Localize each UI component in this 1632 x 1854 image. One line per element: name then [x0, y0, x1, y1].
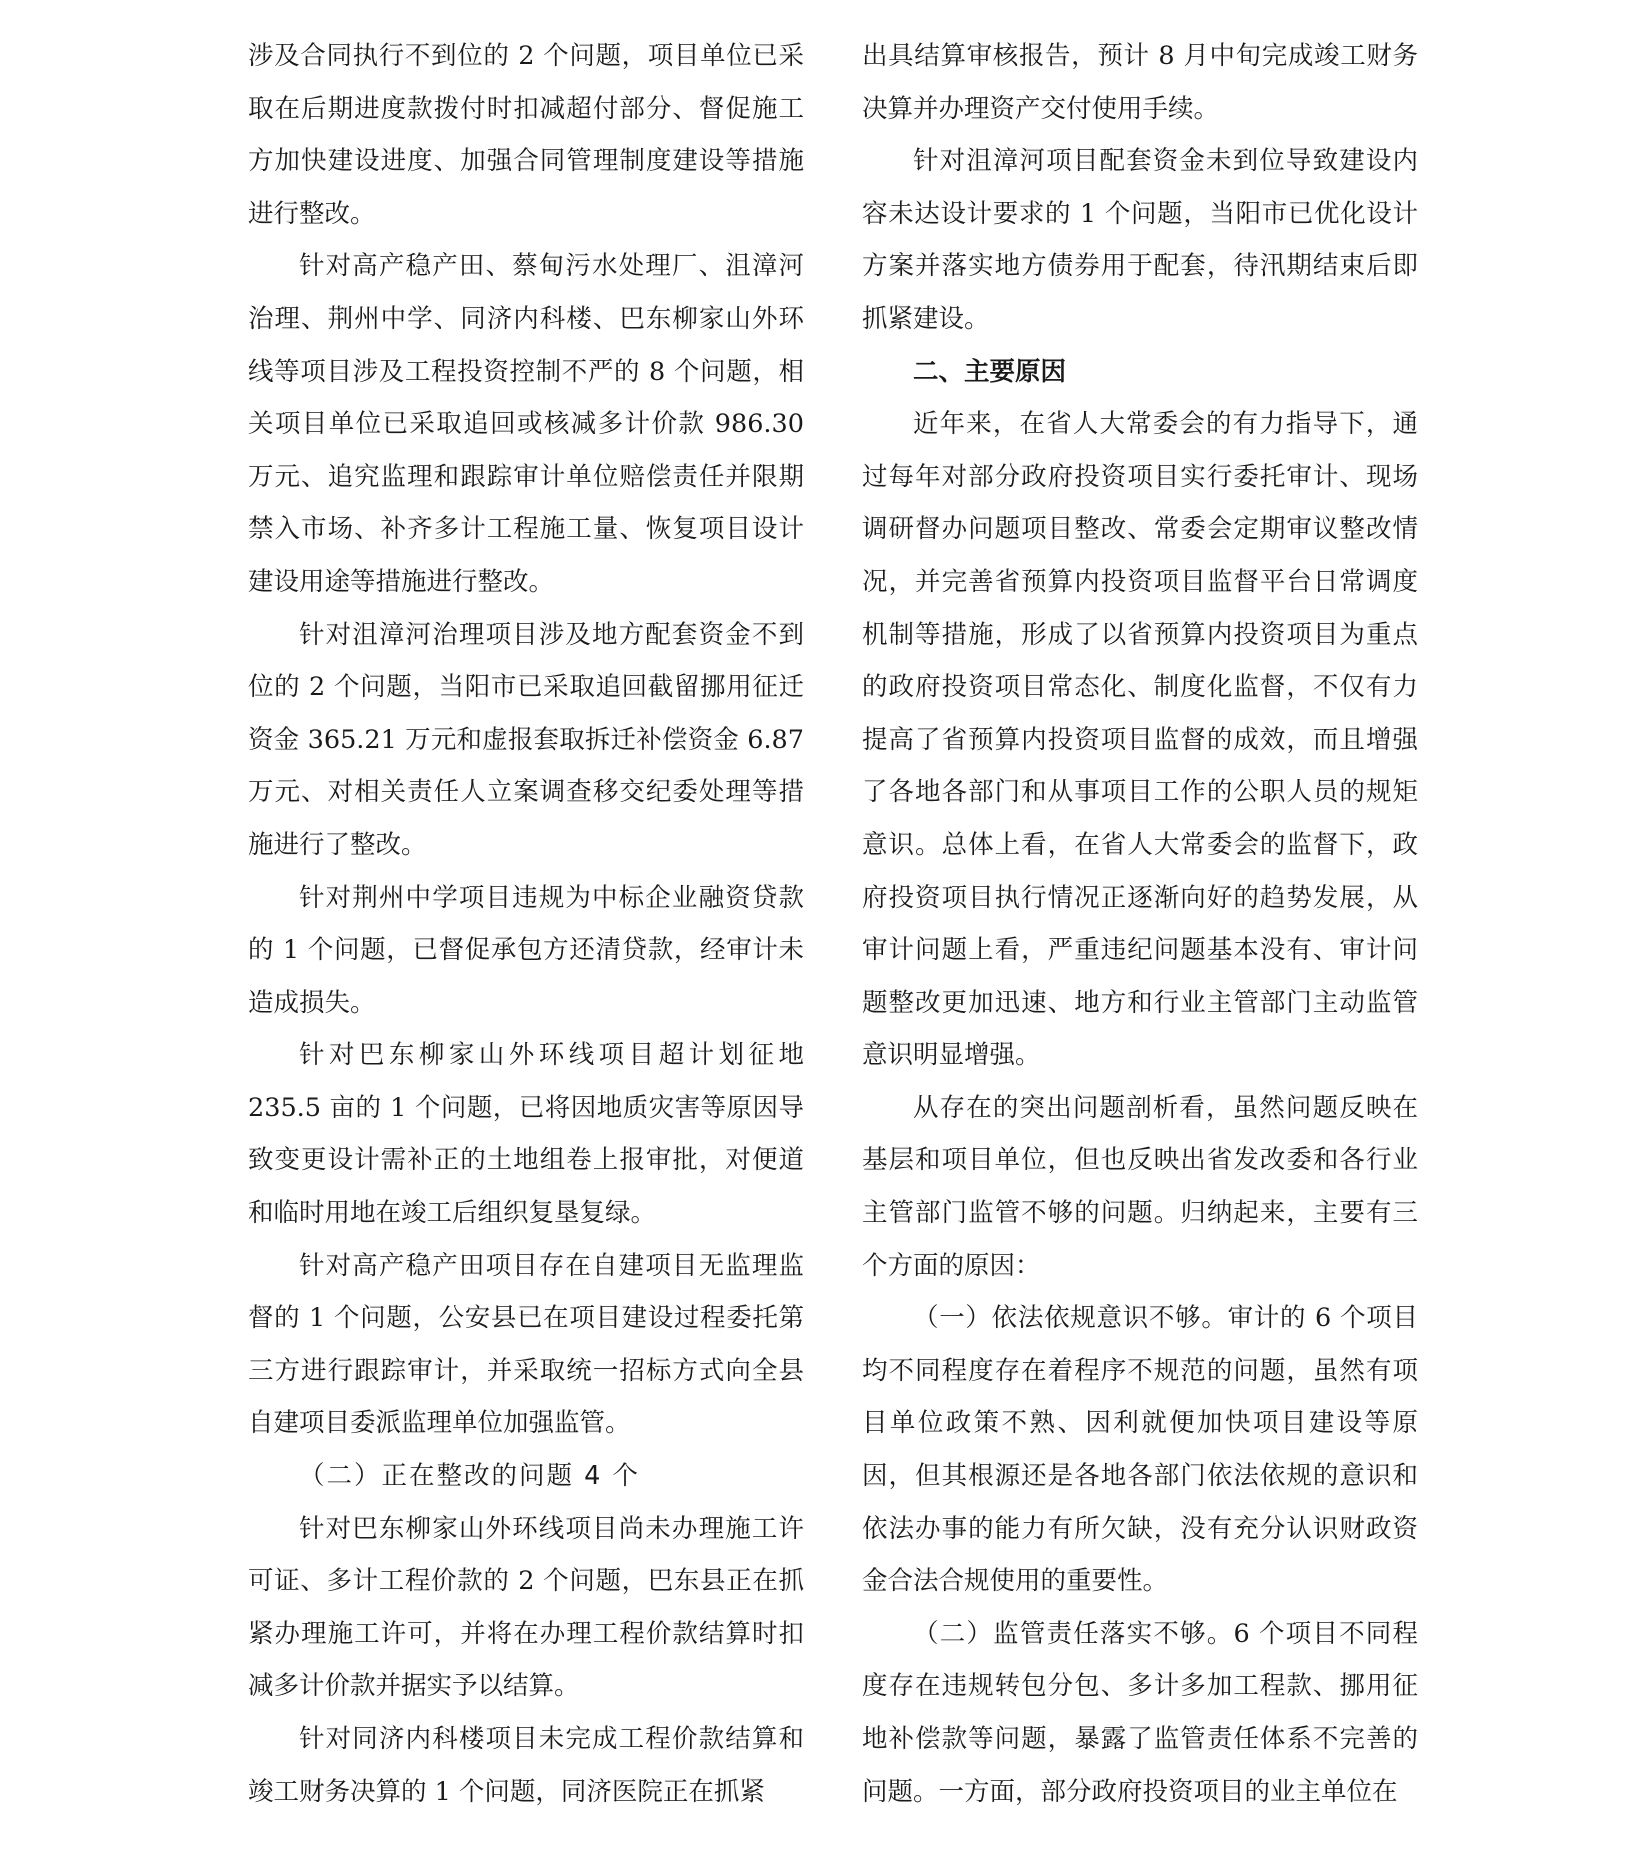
paragraph: 针对高产稳产田项目存在自建项目无监理监督的 1 个问题，公安县已在项目建设过程委托第三方进行跟踪审计，并采取统一招标方式向全县自建项目委派监理单位加强监管。 [248, 1250, 804, 1439]
paragraph: 涉及合同执行不到位的 2 个问题，项目单位已采取在后期进度款拨付时扣减超付部分、督促施工方加快建设进度、加强合同管理制度建设等措施进行整改。 [248, 41, 804, 229]
paragraph: 针对荆州中学项目违规为中标企业融资贷款的 1 个问题，已督促承包方还清贷款，经审计未造成损失。 [248, 882, 804, 1018]
section-heading: 二、主要原因 [913, 356, 1067, 387]
paragraph: 针对同济内科楼项目未完成工程价款结算和竣工财务决算的 1 个问题，同济医院正在抓紧 [248, 1724, 804, 1807]
left-column [248, 30, 804, 1818]
paragraph: 针对巴东柳家山外环线项目尚未办理施工许可证、多计工程价款的 2 个问题，巴东县正在抓紧办理施工许可，并将在办理工程价款结算时扣减多计价款并据实予以结算。 [248, 1513, 804, 1702]
paragraph: 针对巴东柳家山外环线项目超计划征地 235.5 亩的 1 个问题，已将因地质灾害等原因导致变更设计需补正的土地组卷上报审批，对便道和临时用地在竣工后组织复垦复绿。 [248, 1040, 804, 1229]
section-subheading: （二）正在整改的问题 4 个 [299, 1461, 640, 1492]
paragraph: 从存在的突出问题剖析看，虽然问题反映在基层和项目单位，但也反映出省发改委和各行业主管部门监管不够的问题。归纳起来，主要有三个方面的原因： [862, 1092, 1418, 1281]
paragraph: 近年来，在省人大常委会的有力指导下，通过每年对部分政府投资项目实行委托审计、现场调研督办问题项目整改、常委会定期审议整改情况，并完善省预算内投资项目监督平台日常调度机制等措施，形成了以省预算内投资项目为重点的政府投资项目常态化、制度化监督，不仅有力提高了省预算内投资项目监督的成效，而且增强了各地各部门和从事项目工作的公职人员的规矩意识。总体上看，在省人大常委会的监督下，政府投资项目执行情况正逐渐向好的趋势发展，从审计问题上看，严重违纪问题基本没有、审计问题整改更加迅速、地方和行业主管部门主动监管意识明显增强。 [862, 409, 1418, 1071]
paragraph: 针对高产稳产田、蔡甸污水处理厂、沮漳河治理、荆州中学、同济内科楼、巴东柳家山外环线等项目涉及工程投资控制不严的 8 个问题，相关项目单位已采取追回或核减多计价款 986.30 万元、追究监理和跟踪审计单位赔偿责任并限期禁入市场、补齐多计工程施工量、恢复项目设计建设用途等措施进行整改。 [248, 251, 804, 597]
paragraph: 针对沮漳河治理项目涉及地方配套资金不到位的 2 个问题，当阳市已采取追回截留挪用征迁资金 365.21 万元和虚报套取拆迁补偿资金 6.87 万元、对相关责任人立案调查移交纪委处理等措施进行了整改。 [248, 619, 804, 860]
paragraph: 针对沮漳河项目配套资金未到位导致建设内容未达设计要求的 1 个问题，当阳市已优化设计方案并落实地方债券用于配套，待汛期结束后即抓紧建设。 [862, 146, 1418, 334]
right-column [862, 30, 1418, 1818]
paragraph: （一）依法依规意识不够。审计的 6 个项目均不同程度存在着程序不规范的问题，虽然有项目单位政策不熟、因利就便加快项目建设等原因，但其根源还是各地各部门依法依规的意识和依法办事的能力有所欠缺，没有充分认识财政资金合法合规使用的重要性。 [862, 1303, 1418, 1597]
paragraph: （二）监管责任落实不够。6 个项目不同程度存在违规转包分包、多计多加工程款、挪用征地补偿款等问题，暴露了监管责任体系不完善的问题。一方面，部分政府投资项目的业主单位在 [862, 1618, 1418, 1807]
paragraph: 出具结算审核报告，预计 8 月中旬完成竣工财务决算并办理资产交付使用手续。 [862, 41, 1418, 124]
